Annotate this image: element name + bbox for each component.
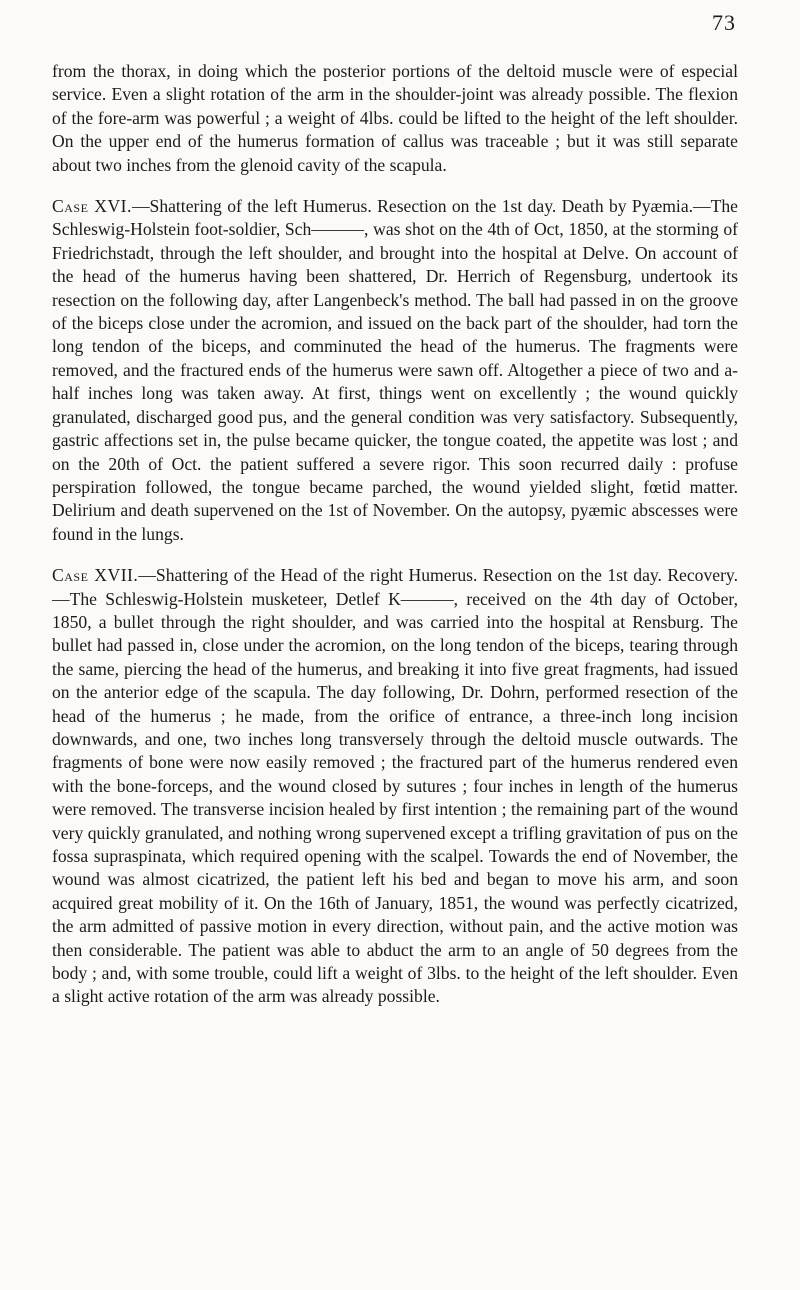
page-number: 73 [712, 10, 736, 35]
case-16-text: —Shattering of the left Humerus. Resection on the 1st day. Death by Pyæmia.—The Schleswig-Holstein foot-soldier, Sch———, was shot on the 4th of Oct, 1850, at the storming of Friedrichstadt, through the left shoulder, and brought into the hospital at Delve. On account of the head of the humerus having been shattered, Dr. Herrich of Regensburg, undertook its resection on the following day, after Langenbeck's method. The ball had passed in on the groove of the biceps close under the acromion, and issued on the back part of the shoulder, had torn the long tendon of the biceps, and comminuted the head of the humerus. The fragments were removed, and the fractured ends of the humerus were sawn off. Altogether a piece of two and a-half inches long was taken away. At first, things went on excellently ; the wound quickly granulated, discharged good pus, and the general condition was very satisfactory. Subsequently, gastric affections set in, the pulse became quicker, the tongue coated, the appetite was lost ; and on the 20th of Oct. the patient suffered a severe rigor. This soon recurred daily : profuse perspiration followed, the tongue became parched, the wound yielded slight, fœtid matter. Delirium and death supervened on the 1st of November. On the autopsy, pyæmic abscesses were found in the lungs. [52, 196, 738, 544]
case-16-heading: Case XVI. [52, 196, 132, 217]
case-17-text: —Shattering of the Head of the right Humerus. Resection on the 1st day. Recovery.—The Schleswig-Holstein musketeer, Detlef K———, received on the 4th day of October, 1850, a bullet through the right shoulder, and was carried into the hospital at Rensburg. The bullet had passed in, close under the acromion, on the long tendon of the biceps, tearing through the same, piercing the head of the humerus, and breaking it into five great fragments, had issued on the anterior edge of the scapula. The day following, Dr. Dohrn, performed resection of the head of the humerus ; he made, from the orifice of entrance, a three-inch long incision downwards, and one, two inches long transversely through the deltoid muscle outwards. The fragments of bone were now easily removed ; the fractured part of the humerus rendered even with the bone-forceps, and the wound closed by sutures ; four inches in length of the humerus were removed. The transverse incision healed by first intention ; the remaining part of the wound very quickly granulated, and nothing wrong supervened except a trifling gravitation of pus on the fossa supraspinata, which required opening with the scalpel. Towards the end of November, the wound was almost cicatrized, the patient left his bed and began to move his arm, and soon acquired great mobility of it. On the 16th of January, 1851, the wound was perfectly cicatrized, the arm admitted of passive motion in every direction, without pain, and the active motion was then considerable. The patient was able to abduct the arm to an angle of 50 degrees from the body ; and, with some trouble, could lift a weight of 3lbs. to the height of the left shoulder. Even a slight active rotation of the arm was already possible. [52, 565, 738, 1007]
case-16-paragraph [52, 195, 738, 546]
case-17-paragraph [52, 564, 738, 1009]
case-17-heading: Case XVII. [52, 565, 139, 586]
paragraph-continuation: from the thorax, in doing which the posterior portions of the deltoid muscle were of especial service. Even a slight rotation of the arm in the shoulder-joint was already possible. The flexion of the fore-arm was powerful ; a weight of 4lbs. could be lifted to the height of the left shoulder. On the upper end of the humerus formation of callus was traceable ; but it was still separate about two inches from the glenoid cavity of the scapula. [52, 61, 738, 175]
